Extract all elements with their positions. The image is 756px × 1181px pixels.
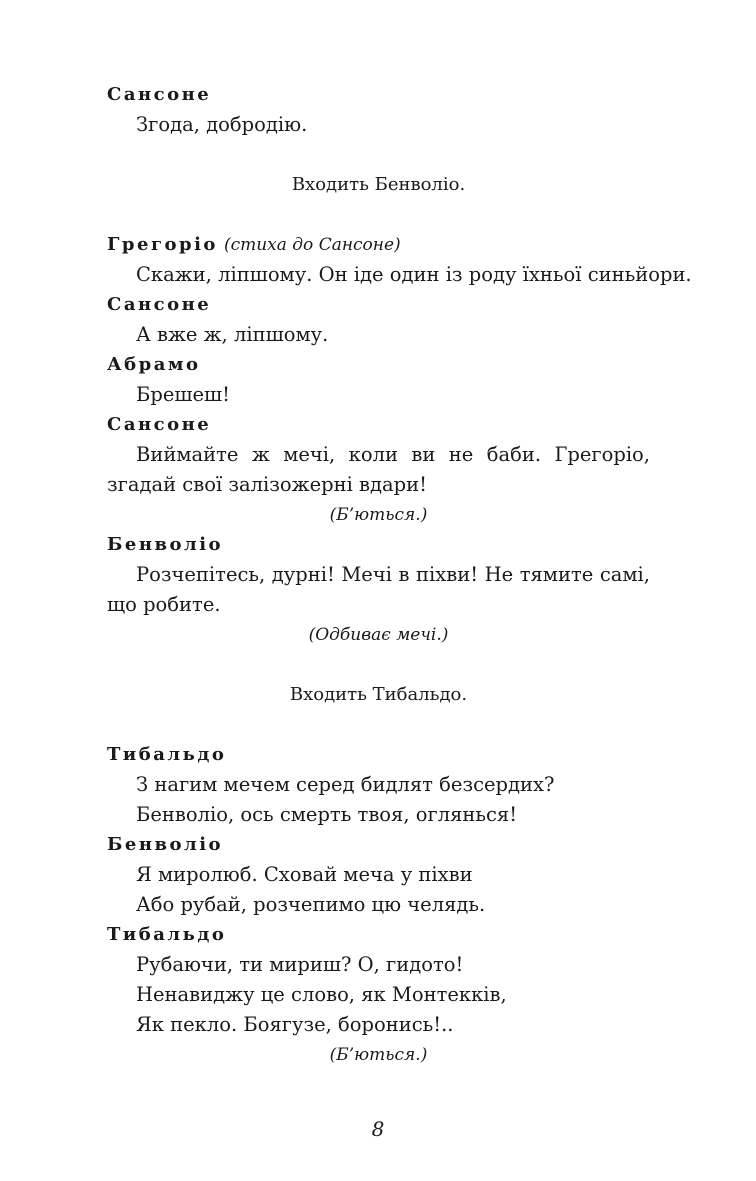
dialogue-paragraph: Виймайте ж мечі, коли ви не баби. Грегоріо, згадай свої залізожерні вдари! bbox=[107, 443, 650, 496]
speaker-name: Тибальдо bbox=[107, 924, 227, 945]
speaker-name: Бенволіо bbox=[107, 534, 224, 555]
speaker-label: Грегоріо bbox=[107, 234, 218, 255]
speaker-name: Бенволіо bbox=[107, 834, 224, 855]
stage-direction: (Б’ються.) bbox=[329, 505, 428, 525]
verse-line: Або рубай, розчепимо цю челядь. bbox=[136, 893, 486, 916]
dialogue-line: Згода, добродію. bbox=[136, 113, 308, 136]
dialogue-line: А вже ж, ліпшому. bbox=[136, 323, 329, 346]
verse-line: Я миролюб. Сховай меча у піхви bbox=[136, 863, 473, 886]
speaker-name: Сансоне bbox=[107, 84, 212, 105]
verse-line: Як пекло. Боягузе, боронись!.. bbox=[136, 1013, 454, 1036]
speaker-name bbox=[107, 230, 650, 260]
speaker-name: Сансоне bbox=[107, 414, 212, 435]
dialogue-line: Брешеш! bbox=[136, 383, 230, 406]
dialogue-paragraph: Розчепітесь, дурні! Мечі в піхви! Не тямите самі, що робите. bbox=[107, 563, 650, 616]
speaker-name: Абрамо bbox=[107, 354, 201, 375]
play-text bbox=[107, 80, 692, 1070]
speaker-name: Сансоне bbox=[107, 294, 212, 315]
speaker-name: Тибальдо bbox=[107, 744, 227, 765]
verse-line: З нагим мечем серед бидлят безсердих? bbox=[136, 773, 555, 796]
stage-direction: (Одбиває мечі.) bbox=[308, 625, 449, 645]
stage-entrance: Входить Тибальдо. bbox=[289, 684, 468, 705]
verse-line: Ненавиджу це слово, як Монтекків, bbox=[136, 983, 507, 1006]
dialogue-line: Скажи, ліпшому. Он іде один із роду їхньої синьйори. bbox=[136, 263, 692, 286]
verse-line: Рубаючи, ти мириш? О, гидото! bbox=[136, 953, 464, 976]
stage-direction: (Б’ються.) bbox=[329, 1045, 428, 1065]
speaker-aside: (стиха до Сансоне) bbox=[223, 235, 401, 255]
stage-entrance: Входить Бенволіо. bbox=[291, 174, 466, 195]
page-number: 8 bbox=[371, 1117, 385, 1141]
verse-line: Бенволіо, ось смерть твоя, оглянься! bbox=[136, 803, 518, 826]
